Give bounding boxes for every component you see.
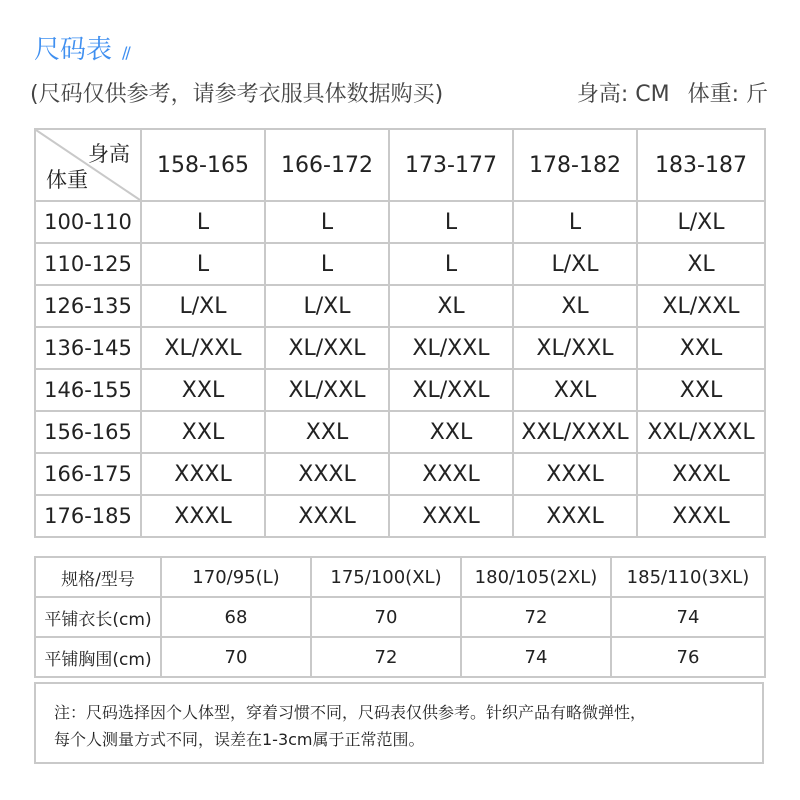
- size-cell: XL/XXL: [389, 369, 513, 411]
- model-header-cell: 185/110(3XL): [611, 557, 765, 597]
- size-cell: L: [141, 243, 265, 285]
- model-header-cell: 180/105(2XL): [461, 557, 611, 597]
- spec-value-cell: 74: [611, 597, 765, 637]
- size-recommendation-table: [34, 128, 766, 538]
- height-header-cell: 173-177: [389, 129, 513, 201]
- size-row: [35, 495, 765, 537]
- size-cell: XL: [389, 285, 513, 327]
- size-cell: L: [513, 201, 637, 243]
- size-cell: XL/XXL: [637, 285, 765, 327]
- size-cell: L/XL: [265, 285, 389, 327]
- size-row: [35, 201, 765, 243]
- size-cell: XL/XXL: [513, 327, 637, 369]
- height-header-cell: 183-187: [637, 129, 765, 201]
- weight-unit: 体重: 斤: [687, 82, 768, 107]
- model-header-cell: 175/100(XL): [311, 557, 461, 597]
- disclaimer-box: [34, 682, 764, 764]
- size-cell: XXXL: [141, 495, 265, 537]
- corner-height-label: 身高: [88, 142, 130, 166]
- spec-header-row: [35, 557, 765, 597]
- size-cell: L/XL: [637, 201, 765, 243]
- reference-note: (尺码仅供参考，请参考衣服具体数据购买): [30, 82, 444, 107]
- size-cell: XL/XXL: [141, 327, 265, 369]
- spec-value-cell: 70: [311, 597, 461, 637]
- size-cell: XXL/XXXL: [637, 411, 765, 453]
- size-cell: XXXL: [141, 453, 265, 495]
- size-cell: XXL: [265, 411, 389, 453]
- units-legend: [577, 78, 768, 112]
- size-row: [35, 411, 765, 453]
- size-cell: XXL: [637, 369, 765, 411]
- spec-value-cell: 70: [161, 637, 311, 677]
- size-row: [35, 285, 765, 327]
- size-cell: XXL: [637, 327, 765, 369]
- weight-header-cell: 146-155: [35, 369, 141, 411]
- size-cell: XXL/XXXL: [513, 411, 637, 453]
- size-cell: XXXL: [389, 453, 513, 495]
- weight-header-cell: 136-145: [35, 327, 141, 369]
- model-header-cell: 170/95(L): [161, 557, 311, 597]
- height-header-cell: 166-172: [265, 129, 389, 201]
- size-cell: XXXL: [389, 495, 513, 537]
- size-cell: XXL: [141, 369, 265, 411]
- height-unit: 身高: CM: [576, 82, 670, 107]
- spec-value-cell: 72: [311, 637, 461, 677]
- spec-value-cell: 72: [461, 597, 611, 637]
- page-title-text: 尺码表: [34, 35, 113, 65]
- title-decoration: //: [122, 43, 129, 62]
- size-cell: XXXL: [637, 495, 765, 537]
- height-header-cell: 178-182: [513, 129, 637, 201]
- size-row: [35, 243, 765, 285]
- spec-header-label: 规格/型号: [35, 557, 161, 597]
- height-header-cell: 158-165: [141, 129, 265, 201]
- size-cell: L: [389, 201, 513, 243]
- size-cell: XXXL: [513, 453, 637, 495]
- corner-weight-label: 体重: [46, 168, 88, 192]
- spec-value-cell: 74: [461, 637, 611, 677]
- size-row: [35, 369, 765, 411]
- spec-row-label: 平铺衣长(cm): [35, 597, 161, 637]
- weight-header-cell: 166-175: [35, 453, 141, 495]
- disclaimer-line: 注：尺码选择因个人体型，穿着习惯不同，尺码表仅供参考。针织产品有略微弹性，: [54, 703, 647, 722]
- size-cell: XL: [637, 243, 765, 285]
- size-cell: XXL: [513, 369, 637, 411]
- spec-value-cell: 76: [611, 637, 765, 677]
- size-cell: XL/XXL: [389, 327, 513, 369]
- corner-cell: [35, 129, 141, 201]
- garment-spec-table: [34, 556, 766, 678]
- weight-header-cell: 126-135: [35, 285, 141, 327]
- size-cell: XXXL: [265, 453, 389, 495]
- spec-row-label: 平铺胸围(cm): [35, 637, 161, 677]
- size-cell: L: [265, 201, 389, 243]
- height-header-row: [35, 129, 765, 201]
- size-cell: XXXL: [637, 453, 765, 495]
- size-cell: L/XL: [513, 243, 637, 285]
- size-cell: XXL: [141, 411, 265, 453]
- size-cell: XL/XXL: [265, 327, 389, 369]
- disclaimer-line: 每个人测量方式不同，误差在1-3cm属于正常范围。: [54, 730, 425, 749]
- page-title: [34, 30, 129, 70]
- size-cell: L: [141, 201, 265, 243]
- size-cell: XL/XXL: [265, 369, 389, 411]
- size-cell: XXXL: [265, 495, 389, 537]
- size-cell: L: [389, 243, 513, 285]
- size-cell: XL: [513, 285, 637, 327]
- size-cell: XXXL: [513, 495, 637, 537]
- spec-value-cell: 68: [161, 597, 311, 637]
- size-cell: L/XL: [141, 285, 265, 327]
- spec-row: [35, 597, 765, 637]
- weight-header-cell: 110-125: [35, 243, 141, 285]
- weight-header-cell: 100-110: [35, 201, 141, 243]
- size-cell: L: [265, 243, 389, 285]
- size-row: [35, 453, 765, 495]
- weight-header-cell: 176-185: [35, 495, 141, 537]
- size-cell: XXL: [389, 411, 513, 453]
- size-row: [35, 327, 765, 369]
- spec-row: [35, 637, 765, 677]
- weight-header-cell: 156-165: [35, 411, 141, 453]
